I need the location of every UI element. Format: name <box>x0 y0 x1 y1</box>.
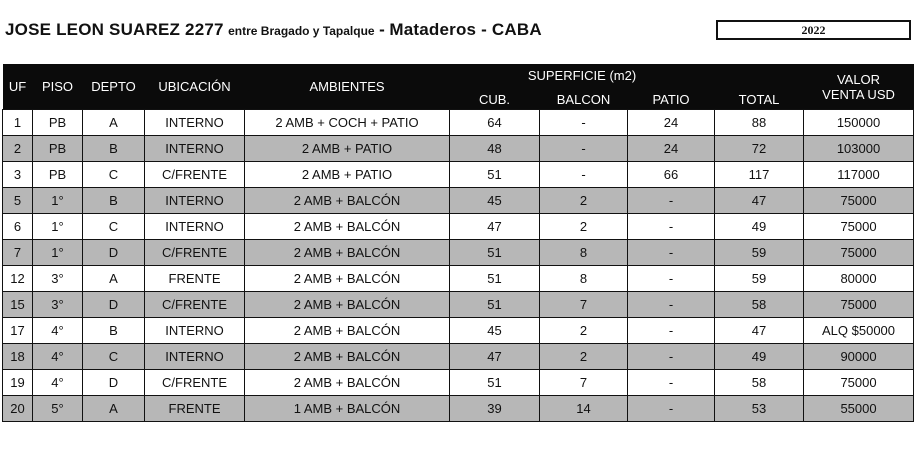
cell-depto: C <box>83 214 145 240</box>
title-dash: - <box>379 20 385 39</box>
cell-uf: 3 <box>3 162 33 188</box>
cell-ubicacion: INTERNO <box>145 110 245 136</box>
cell-depto: D <box>83 292 145 318</box>
cell-valor: 75000 <box>804 214 914 240</box>
cell-uf: 18 <box>3 344 33 370</box>
cell-balcon: 14 <box>540 396 628 422</box>
cell-patio: - <box>628 214 715 240</box>
cell-balcon: 8 <box>540 266 628 292</box>
cell-valor: 117000 <box>804 162 914 188</box>
cell-piso: 4° <box>33 344 83 370</box>
table-row <box>3 344 914 370</box>
header-row <box>3 64 914 86</box>
col-piso: PISO <box>33 64 83 110</box>
cell-total: 117 <box>715 162 804 188</box>
cell-balcon: 7 <box>540 370 628 396</box>
cell-uf: 7 <box>3 240 33 266</box>
cell-cub: 47 <box>450 214 540 240</box>
cell-depto: B <box>83 136 145 162</box>
col-valor-line2: VENTA USD <box>822 86 895 102</box>
cell-patio: - <box>628 240 715 266</box>
cell-balcon: 2 <box>540 344 628 370</box>
cell-depto: A <box>83 266 145 292</box>
cell-ambientes: 2 AMB + BALCÓN <box>245 240 450 266</box>
col-uf: UF <box>3 64 33 110</box>
cell-piso: PB <box>33 110 83 136</box>
cell-valor: 75000 <box>804 292 914 318</box>
cell-patio: - <box>628 266 715 292</box>
cell-ubicacion: INTERNO <box>145 136 245 162</box>
units-table-body <box>3 110 914 422</box>
cell-depto: A <box>83 396 145 422</box>
cell-ambientes: 2 AMB + BALCÓN <box>245 344 450 370</box>
cell-ubicacion: FRENTE <box>145 266 245 292</box>
col-balcon: BALCON <box>540 86 628 110</box>
cell-ambientes: 2 AMB + BALCÓN <box>245 188 450 214</box>
cell-patio: - <box>628 370 715 396</box>
cell-depto: C <box>83 344 145 370</box>
cell-cub: 47 <box>450 344 540 370</box>
cell-uf: 1 <box>3 110 33 136</box>
cell-ambientes: 1 AMB + BALCÓN <box>245 396 450 422</box>
cell-valor: 90000 <box>804 344 914 370</box>
cell-patio: - <box>628 396 715 422</box>
cell-balcon: 2 <box>540 188 628 214</box>
col-superficie-group: SUPERFICIE (m2) <box>450 64 715 86</box>
cell-depto: D <box>83 240 145 266</box>
cell-cub: 45 <box>450 188 540 214</box>
cell-total: 58 <box>715 370 804 396</box>
units-table <box>2 64 914 422</box>
table-row <box>3 188 914 214</box>
cell-cub: 51 <box>450 292 540 318</box>
col-total: TOTAL <box>715 64 804 110</box>
address-text: JOSE LEON SUAREZ 2277 <box>5 20 224 39</box>
cell-uf: 5 <box>3 188 33 214</box>
cell-ambientes: 2 AMB + COCH + PATIO <box>245 110 450 136</box>
cell-piso: 4° <box>33 370 83 396</box>
cell-valor: 80000 <box>804 266 914 292</box>
cell-ambientes: 2 AMB + BALCÓN <box>245 214 450 240</box>
table-row <box>3 318 914 344</box>
cell-ubicacion: INTERNO <box>145 214 245 240</box>
cell-total: 72 <box>715 136 804 162</box>
cell-cub: 51 <box>450 266 540 292</box>
cell-uf: 12 <box>3 266 33 292</box>
cell-uf: 6 <box>3 214 33 240</box>
table-row <box>3 214 914 240</box>
cell-piso: PB <box>33 162 83 188</box>
cell-depto: B <box>83 318 145 344</box>
cell-valor: 75000 <box>804 370 914 396</box>
table-row <box>3 370 914 396</box>
cell-patio: - <box>628 188 715 214</box>
cell-balcon: - <box>540 136 628 162</box>
cell-ambientes: 2 AMB + BALCÓN <box>245 370 450 396</box>
cell-depto: A <box>83 110 145 136</box>
cell-total: 47 <box>715 188 804 214</box>
cell-ubicacion: INTERNO <box>145 188 245 214</box>
cell-valor: ALQ $50000 <box>804 318 914 344</box>
cell-uf: 2 <box>3 136 33 162</box>
cell-valor: 75000 <box>804 188 914 214</box>
col-ambientes: AMBIENTES <box>245 64 450 110</box>
year-box: 2022 <box>716 20 911 40</box>
col-depto: DEPTO <box>83 64 145 110</box>
cell-cub: 51 <box>450 370 540 396</box>
cell-ubicacion: FRENTE <box>145 396 245 422</box>
col-patio: PATIO <box>628 86 715 110</box>
col-ubicacion: UBICACIÓN <box>145 64 245 110</box>
table-row <box>3 292 914 318</box>
cell-balcon: 7 <box>540 292 628 318</box>
cell-valor: 75000 <box>804 240 914 266</box>
cell-depto: B <box>83 188 145 214</box>
cell-depto: D <box>83 370 145 396</box>
cell-balcon: - <box>540 110 628 136</box>
cell-patio: 24 <box>628 136 715 162</box>
cell-valor: 150000 <box>804 110 914 136</box>
cell-total: 49 <box>715 344 804 370</box>
cell-depto: C <box>83 162 145 188</box>
cell-patio: 24 <box>628 110 715 136</box>
cell-piso: 3° <box>33 292 83 318</box>
cell-cub: 51 <box>450 162 540 188</box>
cell-piso: PB <box>33 136 83 162</box>
cell-ambientes: 2 AMB + PATIO <box>245 162 450 188</box>
table-row <box>3 162 914 188</box>
cell-ubicacion: INTERNO <box>145 318 245 344</box>
cell-ambientes: 2 AMB + BALCÓN <box>245 318 450 344</box>
cell-ubicacion: C/FRENTE <box>145 370 245 396</box>
table-row <box>3 110 914 136</box>
cell-piso: 1° <box>33 240 83 266</box>
cell-piso: 4° <box>33 318 83 344</box>
cell-ambientes: 2 AMB + BALCÓN <box>245 266 450 292</box>
cell-ubicacion: INTERNO <box>145 344 245 370</box>
cell-piso: 1° <box>33 214 83 240</box>
cell-cub: 45 <box>450 318 540 344</box>
table-row <box>3 396 914 422</box>
cell-cub: 64 <box>450 110 540 136</box>
cell-uf: 20 <box>3 396 33 422</box>
cell-uf: 19 <box>3 370 33 396</box>
cell-piso: 3° <box>33 266 83 292</box>
cell-uf: 17 <box>3 318 33 344</box>
table-row <box>3 136 914 162</box>
cell-patio: 66 <box>628 162 715 188</box>
cell-total: 59 <box>715 266 804 292</box>
cell-valor: 103000 <box>804 136 914 162</box>
cell-ubicacion: C/FRENTE <box>145 240 245 266</box>
cell-ambientes: 2 AMB + BALCÓN <box>245 292 450 318</box>
cell-ubicacion: C/FRENTE <box>145 292 245 318</box>
col-cub: CUB. <box>450 86 540 110</box>
cell-cub: 51 <box>450 240 540 266</box>
col-valor-line1: VALOR <box>836 71 881 87</box>
cell-total: 58 <box>715 292 804 318</box>
cell-total: 88 <box>715 110 804 136</box>
between-streets-text: entre Bragado y Tapalque <box>228 24 375 38</box>
cell-total: 49 <box>715 214 804 240</box>
cell-valor: 55000 <box>804 396 914 422</box>
page-title <box>5 20 542 40</box>
neighborhood-text: Mataderos - CABA <box>389 20 542 39</box>
cell-total: 53 <box>715 396 804 422</box>
cell-balcon: 2 <box>540 214 628 240</box>
cell-balcon: 2 <box>540 318 628 344</box>
cell-patio: - <box>628 292 715 318</box>
cell-patio: - <box>628 318 715 344</box>
cell-total: 59 <box>715 240 804 266</box>
table-row <box>3 266 914 292</box>
cell-balcon: - <box>540 162 628 188</box>
cell-ambientes: 2 AMB + PATIO <box>245 136 450 162</box>
cell-cub: 48 <box>450 136 540 162</box>
cell-total: 47 <box>715 318 804 344</box>
col-valor <box>804 64 914 110</box>
cell-balcon: 8 <box>540 240 628 266</box>
cell-uf: 15 <box>3 292 33 318</box>
cell-ubicacion: C/FRENTE <box>145 162 245 188</box>
cell-cub: 39 <box>450 396 540 422</box>
cell-piso: 1° <box>33 188 83 214</box>
table-row <box>3 240 914 266</box>
cell-piso: 5° <box>33 396 83 422</box>
cell-patio: - <box>628 344 715 370</box>
